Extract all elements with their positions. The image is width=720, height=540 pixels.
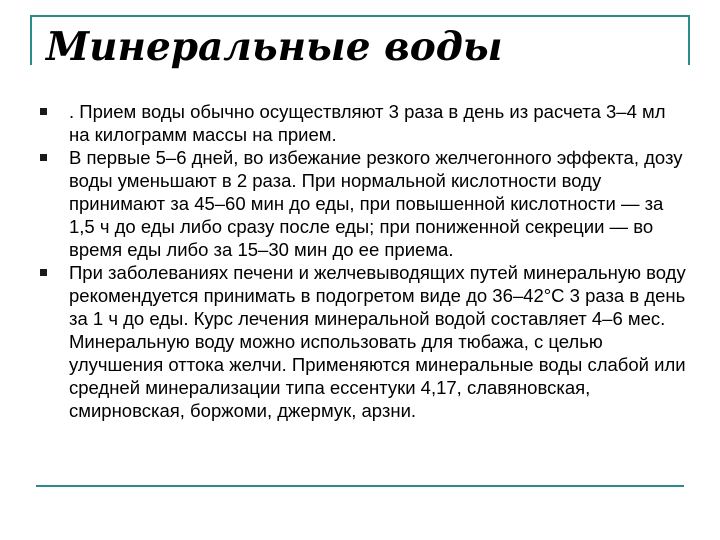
bullet-item	[40, 100, 690, 146]
bullet-list	[40, 100, 690, 422]
bullet-text: В первые 5–6 дней, во избежание резкого желчегонного эффекта, дозу воды уменьшают в 2 раза. При нормальной кислотности воду принимают за 45–60 мин до еды, при повышенной кислотности — за 1,5 ч до еды либо сразу после еды; при пониженной секреции — во время еды либо за 15–30 мин до ее приема.	[69, 147, 683, 260]
bullet-text: . Прием воды обычно осуществляют 3 раза в день из расчета 3–4 мл на килограмм массы на прием.	[69, 101, 666, 145]
square-bullet-icon	[40, 154, 47, 161]
frame-left-line	[30, 15, 32, 65]
frame-bottom-line	[36, 485, 684, 487]
bullet-text: При заболеваниях печени и желчевыводящих путей минеральную воду рекомендуется принимать в подогретом виде до 36–42°С 3 раза в день за 1 ч до еды. Курс лечения минеральной водой составляет 4–6 мес. Минеральную воду можно использовать для тюбажа, с целью улучшения оттока желчи. Применяются минеральные воды слабой или средней минерализации типа ессентуки 4,17, славяновская, смирновская, боржоми, джермук, арзни.	[69, 262, 686, 421]
bullet-item	[40, 261, 690, 422]
square-bullet-icon	[40, 269, 47, 276]
frame-right-line	[688, 15, 690, 65]
slide-title: Минеральные воды	[46, 24, 503, 70]
bullet-item	[40, 146, 690, 261]
square-bullet-icon	[40, 108, 47, 115]
frame-top-line	[30, 15, 690, 17]
